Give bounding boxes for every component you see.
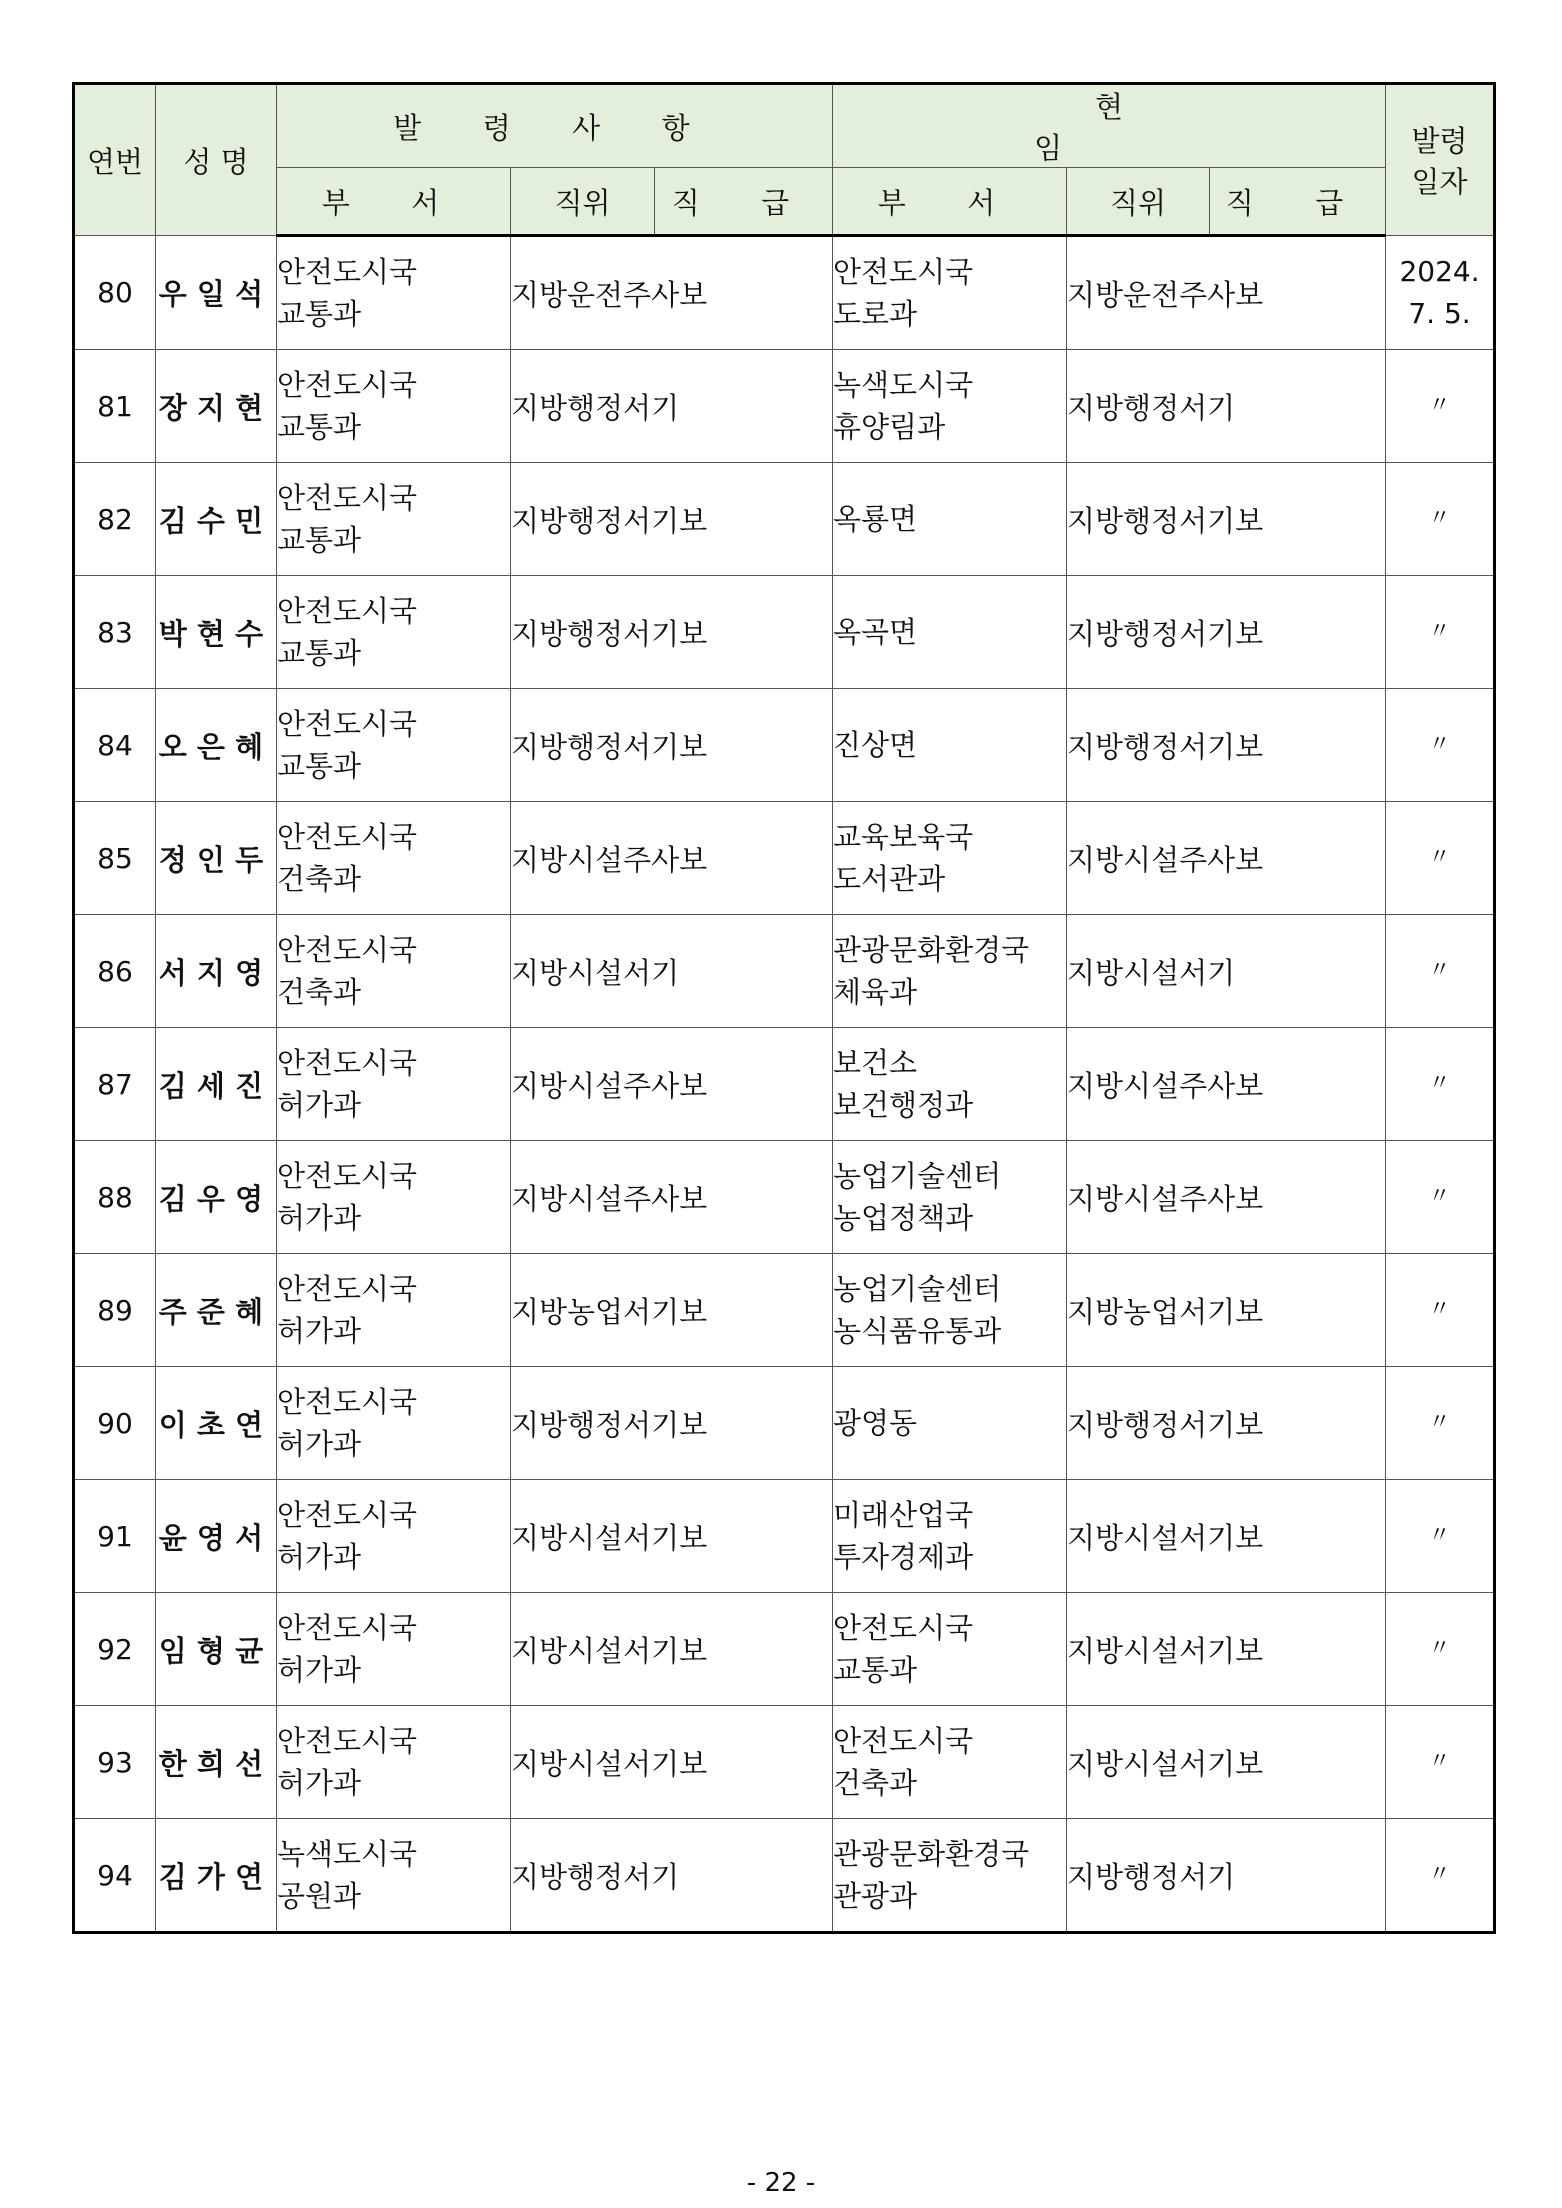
- appointment-date: 〃: [1386, 1141, 1495, 1254]
- appointment-date: 〃: [1386, 463, 1495, 576]
- new-dept: 안전도시국 허가과: [277, 1367, 511, 1480]
- header-name: 성 명: [156, 84, 277, 236]
- header-cur-grade: 직 급: [1210, 168, 1386, 236]
- header-date: 발령 일자: [1386, 84, 1495, 236]
- current-dept: 관광문화환경국 관광과: [833, 1819, 1067, 1933]
- table-row: [74, 1819, 1495, 1933]
- current-grade: 지방시설주사보: [1067, 802, 1386, 915]
- header-cur-position: 직위: [1067, 168, 1210, 236]
- current-dept: 교육보육국 도서관과: [833, 802, 1067, 915]
- person-name: 윤영서: [156, 1480, 277, 1593]
- current-grade: 지방시설서기: [1067, 915, 1386, 1028]
- current-dept: 옥곡면: [833, 576, 1067, 689]
- table-row: [74, 802, 1495, 915]
- person-name: 오은혜: [156, 689, 277, 802]
- current-grade: 지방운전주사보: [1067, 236, 1386, 350]
- new-dept: 안전도시국 허가과: [277, 1254, 511, 1367]
- new-dept: 안전도시국 허가과: [277, 1706, 511, 1819]
- row-number: 91: [74, 1480, 156, 1593]
- appointment-date: 〃: [1386, 1706, 1495, 1819]
- row-number: 87: [74, 1028, 156, 1141]
- new-grade: 지방운전주사보: [511, 236, 833, 350]
- person-name: 김가연: [156, 1819, 277, 1933]
- header-new-position: 직위: [511, 168, 655, 236]
- new-dept: 안전도시국 교통과: [277, 236, 511, 350]
- new-grade: 지방행정서기보: [511, 689, 833, 802]
- person-name: 장지현: [156, 350, 277, 463]
- new-dept: 안전도시국 건축과: [277, 915, 511, 1028]
- person-name: 김수민: [156, 463, 277, 576]
- current-grade: 지방농업서기보: [1067, 1254, 1386, 1367]
- current-dept: 보건소 보건행정과: [833, 1028, 1067, 1141]
- new-dept: 안전도시국 허가과: [277, 1480, 511, 1593]
- table-row: [74, 236, 1495, 350]
- current-dept: 미래산업국 투자경제과: [833, 1480, 1067, 1593]
- header-cur-dept: 부 서: [833, 168, 1067, 236]
- new-grade: 지방시설서기보: [511, 1706, 833, 1819]
- appointment-date: 〃: [1386, 350, 1495, 463]
- table-row: [74, 576, 1495, 689]
- header-current: 현 임: [833, 84, 1386, 168]
- person-name: 서지영: [156, 915, 277, 1028]
- header-new-grade: 직 급: [655, 168, 833, 236]
- appointment-date: 〃: [1386, 1819, 1495, 1933]
- current-grade: 지방행정서기보: [1067, 689, 1386, 802]
- row-number: 90: [74, 1367, 156, 1480]
- current-grade: 지방시설주사보: [1067, 1141, 1386, 1254]
- current-dept: 관광문화환경국 체육과: [833, 915, 1067, 1028]
- current-dept: 안전도시국 도로과: [833, 236, 1067, 350]
- new-grade: 지방행정서기보: [511, 1367, 833, 1480]
- row-number: 88: [74, 1141, 156, 1254]
- row-number: 81: [74, 350, 156, 463]
- appointment-date: 〃: [1386, 1593, 1495, 1706]
- new-dept: 안전도시국 허가과: [277, 1028, 511, 1141]
- header-seq: 연번: [74, 84, 156, 236]
- person-name: 김우영: [156, 1141, 277, 1254]
- person-name: 김세진: [156, 1028, 277, 1141]
- new-dept: 안전도시국 허가과: [277, 1593, 511, 1706]
- row-number: 84: [74, 689, 156, 802]
- current-dept: 진상면: [833, 689, 1067, 802]
- new-dept: 안전도시국 건축과: [277, 802, 511, 915]
- new-grade: 지방행정서기보: [511, 576, 833, 689]
- new-grade: 지방행정서기보: [511, 463, 833, 576]
- appointment-date: 〃: [1386, 1028, 1495, 1141]
- current-dept: 농업기술센터 농식품유통과: [833, 1254, 1067, 1367]
- row-number: 82: [74, 463, 156, 576]
- table-row: [74, 1480, 1495, 1593]
- new-grade: 지방시설주사보: [511, 1028, 833, 1141]
- person-name: 우일석: [156, 236, 277, 350]
- appointment-date: 〃: [1386, 1367, 1495, 1480]
- new-dept: 안전도시국 교통과: [277, 350, 511, 463]
- person-name: 박현수: [156, 576, 277, 689]
- current-grade: 지방시설서기보: [1067, 1706, 1386, 1819]
- new-grade: 지방시설주사보: [511, 1141, 833, 1254]
- table-row: [74, 350, 1495, 463]
- current-grade: 지방행정서기보: [1067, 1367, 1386, 1480]
- current-dept: 안전도시국 건축과: [833, 1706, 1067, 1819]
- current-dept: 광영동: [833, 1367, 1067, 1480]
- current-grade: 지방시설서기보: [1067, 1480, 1386, 1593]
- row-number: 93: [74, 1706, 156, 1819]
- person-name: 정인두: [156, 802, 277, 915]
- person-name: 이초연: [156, 1367, 277, 1480]
- person-name: 한희선: [156, 1706, 277, 1819]
- header-appointment: 발 령 사 항: [277, 84, 833, 168]
- new-dept: 안전도시국 교통과: [277, 689, 511, 802]
- current-dept: 녹색도시국 휴양림과: [833, 350, 1067, 463]
- current-dept: 옥룡면: [833, 463, 1067, 576]
- appointment-date: 〃: [1386, 802, 1495, 915]
- table-row: [74, 689, 1495, 802]
- appointment-date: 〃: [1386, 1480, 1495, 1593]
- new-grade: 지방시설주사보: [511, 802, 833, 915]
- new-dept: 안전도시국 교통과: [277, 463, 511, 576]
- table-body: [74, 236, 1495, 1933]
- table-row: [74, 915, 1495, 1028]
- row-number: 85: [74, 802, 156, 915]
- header-new-dept: 부 서: [277, 168, 511, 236]
- table-row: [74, 463, 1495, 576]
- appointment-date: 〃: [1386, 915, 1495, 1028]
- table-row: [74, 1706, 1495, 1819]
- new-grade: 지방시설서기보: [511, 1593, 833, 1706]
- row-number: 94: [74, 1819, 156, 1933]
- personnel-roster-table: [72, 82, 1496, 1934]
- new-grade: 지방시설서기: [511, 915, 833, 1028]
- new-grade: 지방농업서기보: [511, 1254, 833, 1367]
- table-header: [74, 84, 1495, 236]
- person-name: 주준혜: [156, 1254, 277, 1367]
- new-grade: 지방행정서기: [511, 350, 833, 463]
- table-row: [74, 1028, 1495, 1141]
- row-number: 83: [74, 576, 156, 689]
- row-number: 80: [74, 236, 156, 350]
- page-number: - 22 -: [746, 2168, 816, 2198]
- row-number: 89: [74, 1254, 156, 1367]
- person-name: 임형균: [156, 1593, 277, 1706]
- appointment-date: 〃: [1386, 576, 1495, 689]
- appointment-date: 〃: [1386, 689, 1495, 802]
- current-dept: 안전도시국 교통과: [833, 1593, 1067, 1706]
- table-row: [74, 1141, 1495, 1254]
- new-grade: 지방행정서기: [511, 1819, 833, 1933]
- new-dept: 녹색도시국 공원과: [277, 1819, 511, 1933]
- table-row: [74, 1593, 1495, 1706]
- table-row: [74, 1254, 1495, 1367]
- current-grade: 지방시설주사보: [1067, 1028, 1386, 1141]
- new-grade: 지방시설서기보: [511, 1480, 833, 1593]
- row-number: 92: [74, 1593, 156, 1706]
- appointment-date: 2024. 7. 5.: [1386, 236, 1495, 350]
- table-row: [74, 1367, 1495, 1480]
- row-number: 86: [74, 915, 156, 1028]
- current-grade: 지방행정서기보: [1067, 576, 1386, 689]
- current-grade: 지방행정서기보: [1067, 463, 1386, 576]
- current-grade: 지방행정서기: [1067, 1819, 1386, 1933]
- current-dept: 농업기술센터 농업정책과: [833, 1141, 1067, 1254]
- new-dept: 안전도시국 교통과: [277, 576, 511, 689]
- current-grade: 지방행정서기: [1067, 350, 1386, 463]
- appointment-date: 〃: [1386, 1254, 1495, 1367]
- current-grade: 지방시설서기보: [1067, 1593, 1386, 1706]
- new-dept: 안전도시국 허가과: [277, 1141, 511, 1254]
